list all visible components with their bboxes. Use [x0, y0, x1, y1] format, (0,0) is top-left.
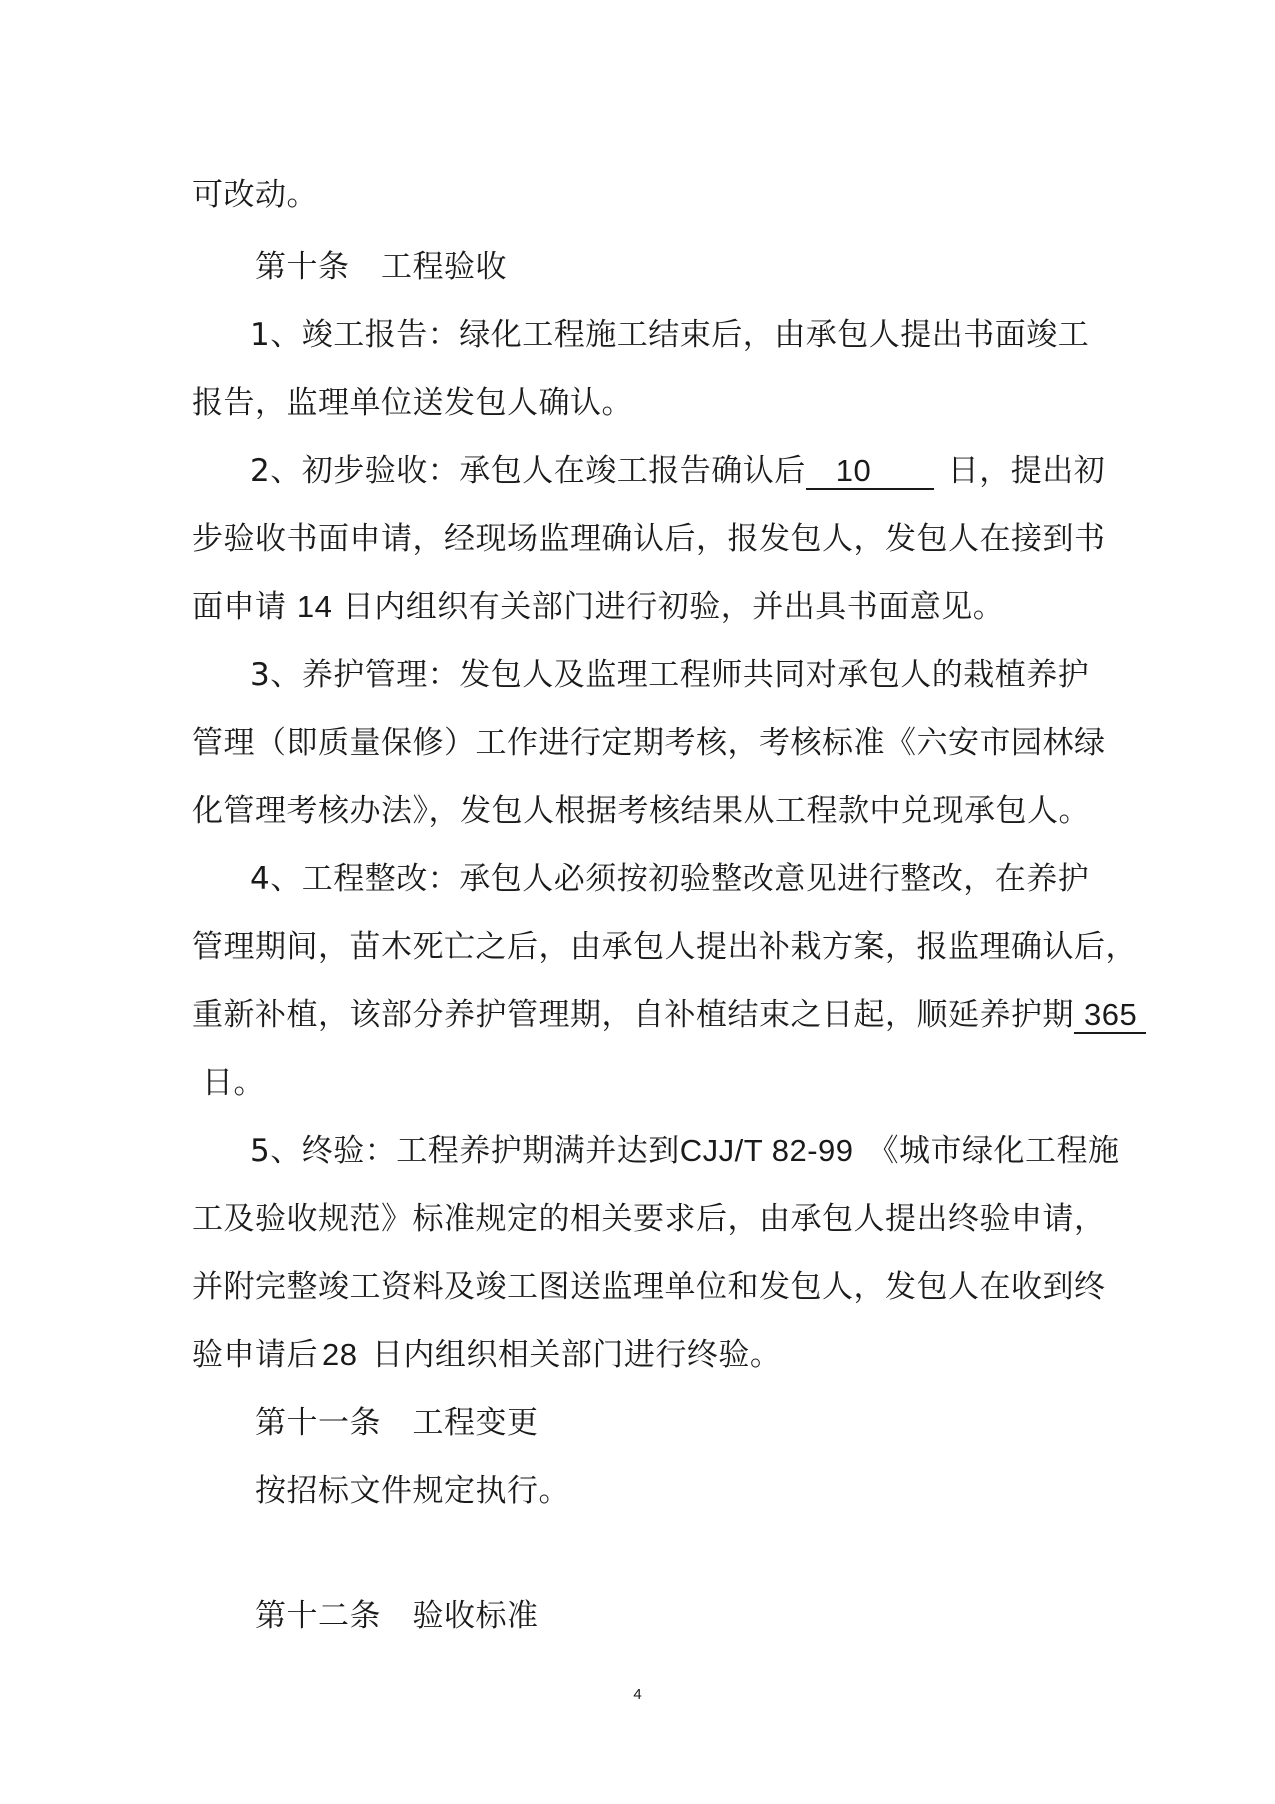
- paragraph-4-text: 重新补植，该部分养护管理期，自补植结束之日起，顺延养护期: [192, 997, 1074, 1033]
- days-value: 28: [322, 1337, 358, 1372]
- paragraph-4-line-4: 日。: [202, 1065, 265, 1101]
- paragraph-3-line-1: 3、养护管理：发包人及监理工程师共同对承包人的栽植养护: [250, 657, 1090, 693]
- paragraph-2-text: 2、初步验收：承包人在竣工报告确认后: [250, 453, 806, 489]
- paragraph-1-line-2: 报告，监理单位送发包人确认。: [192, 385, 633, 421]
- paragraph-1-line-1: 1、竣工报告：绿化工程施工结束后，由承包人提出书面竣工: [250, 317, 1090, 353]
- paragraph-5-text: 验申请后: [192, 1337, 318, 1373]
- paragraph-3-line-2: 管理（即质量保修）工作进行定期考核，考核标准《六安市园林绿: [192, 725, 1106, 761]
- page-number: 4: [633, 1686, 642, 1703]
- paragraph-5-line-4: [192, 1335, 781, 1375]
- article-11-heading: 第十一条 工程变更: [255, 1405, 539, 1441]
- days-value: 14: [296, 589, 333, 624]
- paragraph-2-line-3: [192, 587, 1004, 627]
- paragraph-5-line-2: 工及验收规范》标准规定的相关要求后，由承包人提出终验申请，: [192, 1201, 1106, 1237]
- paragraph-2-line-2: 步验收书面申请，经现场监理确认后，报发包人，发包人在接到书: [192, 521, 1106, 557]
- article-11-body: 按招标文件规定执行。: [255, 1473, 570, 1509]
- paragraph-5-text-end: 日内组织相关部门进行终验。: [361, 1337, 782, 1373]
- paragraph-4-line-3: [192, 995, 1146, 1035]
- paragraph-4-line-2: 管理期间，苗木死亡之后，由承包人提出补栽方案，报监理确认后，: [192, 929, 1137, 965]
- paragraph-2-text-end: 日内组织有关部门进行初验，并出具书面意见。: [332, 589, 1005, 625]
- fill-blank-days: 10: [806, 454, 934, 490]
- paragraph-2-text-end: 日，提出初: [947, 453, 1106, 489]
- article-12-heading: 第十二条 验收标准: [255, 1598, 539, 1634]
- text-line: 可改动。: [192, 177, 318, 213]
- paragraph-2-text: 面申请: [192, 589, 297, 625]
- paragraph-5-text-end: 《城市绿化工程施: [867, 1133, 1120, 1169]
- paragraph-5-line-1: [250, 1131, 1120, 1171]
- paragraph-5-line-3: 并附完整竣工资料及竣工图送监理单位和发包人，发包人在收到终: [192, 1269, 1106, 1305]
- paragraph-2-line-1: [250, 451, 1105, 491]
- standard-code: CJJ/T 82-99: [679, 1133, 854, 1168]
- paragraph-4-line-1: 4、工程整改：承包人必须按初验整改意见进行整改，在养护: [250, 861, 1090, 897]
- fill-blank-days: 365: [1074, 998, 1146, 1034]
- paragraph-3-line-3: 化管理考核办法》，发包人根据考核结果从工程款中兑现承包人。: [192, 793, 1090, 829]
- article-10-heading: 第十条 工程验收: [255, 249, 507, 285]
- paragraph-5-text: 5、终验：工程养护期满并达到: [250, 1133, 680, 1169]
